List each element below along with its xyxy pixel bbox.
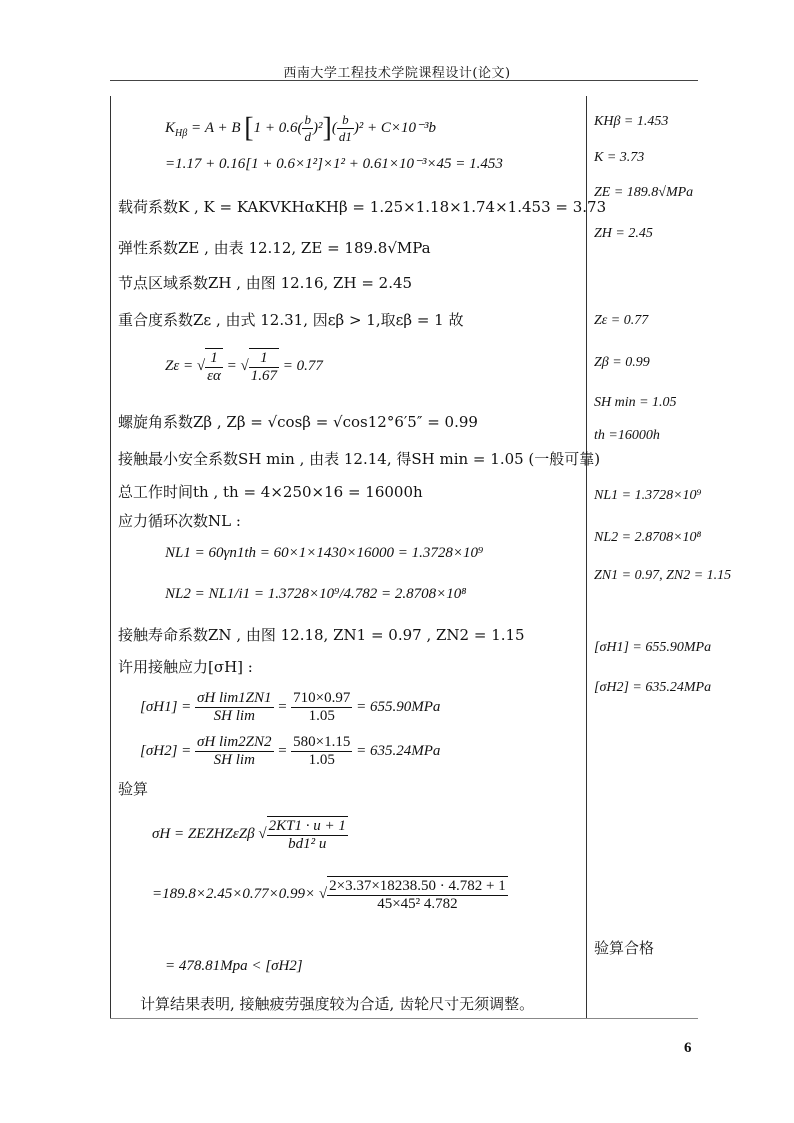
result-nl2: NL2 = 2.8708×10⁸ (594, 530, 702, 545)
result-zn: ZN1 = 0.97, ZN2 = 1.15 (594, 568, 732, 583)
elastic-factor-line: 弹性系数ZE , 由表 12.12, ZE = 189.8√MPa (118, 239, 431, 257)
check-label: 验算 (118, 780, 149, 798)
nl2-equation: NL2 = NL1/i1 = 1.3728×10⁹/4.782 = 2.8708×10⁸ (165, 586, 467, 602)
table-column-divider (586, 96, 587, 1018)
allowable-stress-label: 许用接触应力[σH] : (118, 658, 253, 676)
life-factor-line: 接触寿命系数ZN , 由图 12.18, ZN1 = 0.97 , ZN2 = 1.15 (118, 626, 525, 644)
result-nl1: NL1 = 1.3728×10⁹ (594, 488, 702, 503)
result-khb: KHβ = 1.453 (594, 114, 669, 129)
khb-calculation: =1.17 + 0.16[1 + 0.6×1²]×1² + 0.61×10⁻³×45 = 1.453 (165, 156, 503, 172)
helix-factor-line: 螺旋角系数Zβ , Zβ = √cosβ = √cos12°6′5″ = 0.99 (118, 413, 478, 431)
result-zh: ZH = 2.45 (594, 226, 653, 241)
sigma-formula: σH = ZEZHZεZβ √ $\frac{2KT1 \cdot u + 1}{\text{bd1² u}}$ (152, 818, 346, 852)
result-sh2: [σH2] = 635.24MPa (594, 680, 712, 695)
zeps-equation: Zε = √ $\frac{1}{\varepsilon\alpha}$ = √ $\frac{1}{1.67}$ = 0.77 (165, 350, 323, 384)
sh1-equation: [σH1] = $\frac{\text{σH lim1ZN1}}{\text{SH lim}}$ = $\frac{710\times 0.97}{1.05}$ = 655.90MPa (140, 690, 441, 724)
table-bottom-rule (110, 1018, 698, 1019)
nl1-equation: NL1 = 60γn1th = 60×1×1430×16000 = 1.3728×10⁹ (165, 545, 484, 561)
header-rule (110, 80, 698, 81)
result-k: K = 3.73 (594, 150, 645, 165)
result-check-ok: 验算合格 (594, 939, 655, 957)
result-th: th =16000h (594, 428, 660, 443)
sh2-equation: [σH2] = $\frac{\text{σH lim2ZN2}}{\text{SH lim}}$ = $\frac{580\times 1.15}{1.05}$ = 635.24MPa (140, 734, 441, 768)
sigma-result: = 478.81Mpa < [σH2] (165, 958, 303, 974)
load-factor-line: 载荷系数K , K = KAKVKHαKHβ = 1.25×1.18×1.74×1.453 = 3.73 (118, 198, 607, 216)
khb-formula: $K_{H\beta} = A + B$ [1 + 0.6( $\frac{b}{d}$ )²]( $\frac{b}{d1}$ )² + C×10⁻³b (165, 112, 436, 144)
cycles-label: 应力循环次数NL : (118, 512, 241, 530)
result-zeps: Zε = 0.77 (594, 313, 649, 328)
page-header-title: 西南大学工程技术学院课程设计(论文) (283, 66, 511, 81)
result-sh1: [σH1] = 655.90MPa (594, 640, 712, 655)
min-safety-line: 接触最小安全系数SH min , 由表 12.14, 得SH min = 1.05 (一般可靠) (118, 450, 601, 468)
sigma-calculation: =189.8×2.45×0.77×0.99× √ $\frac{2\times 3.37\times 18238.50 \cdot 4.782 + 1}{\text{45×45² 4.782}}$ (152, 878, 506, 912)
result-shmin: SH min = 1.05 (594, 395, 677, 410)
contact-ratio-factor-line: 重合度系数Zε , 由式 12.31, 因εβ > 1,取εβ = 1 故 (118, 311, 464, 329)
result-ze: ZE = 189.8√MPa (594, 185, 694, 200)
page-number: 6 (684, 1040, 692, 1056)
zone-factor-line: 节点区域系数ZH , 由图 12.16, ZH = 2.45 (118, 274, 413, 292)
result-zbeta: Zβ = 0.99 (594, 355, 650, 370)
conclusion-text: 计算结果表明, 接触疲劳强度较为合适, 齿轮尺寸无须调整。 (140, 995, 535, 1013)
table-left-border (110, 96, 111, 1018)
total-time-line: 总工作时间th , th = 4×250×16 = 16000h (118, 483, 423, 501)
